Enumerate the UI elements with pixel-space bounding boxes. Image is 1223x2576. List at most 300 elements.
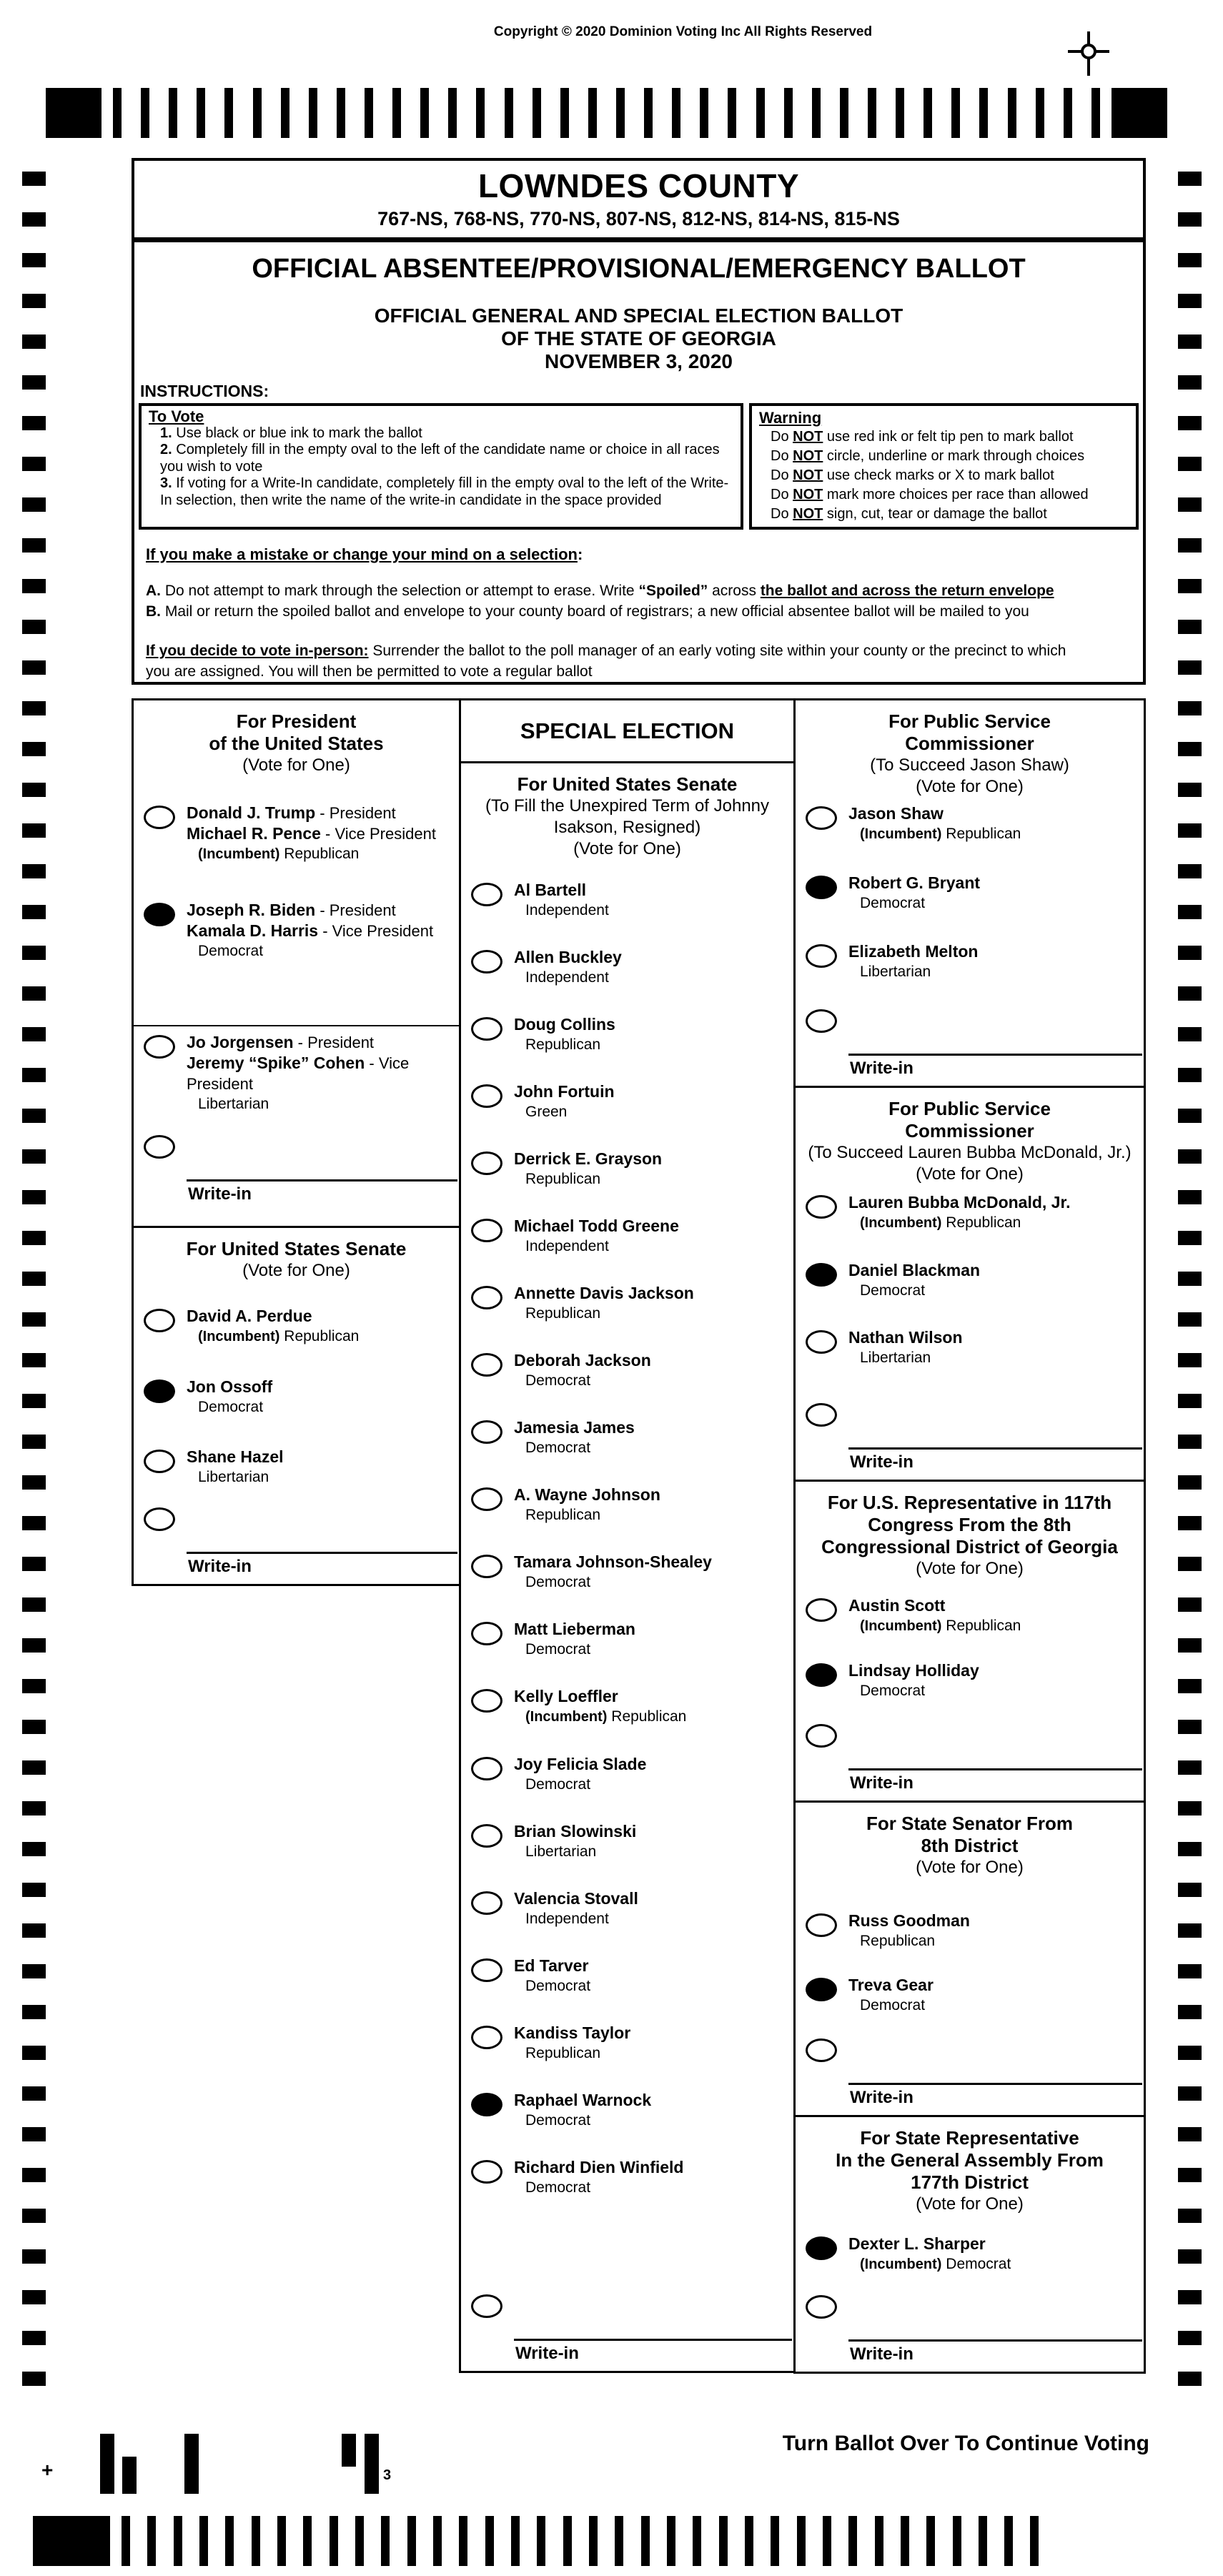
candidate-row bbox=[461, 2090, 793, 2130]
candidate-text bbox=[848, 1911, 970, 1951]
incumbent-label: (Incumbent) bbox=[860, 1215, 942, 1231]
race-header bbox=[796, 700, 1144, 798]
party-text: Libertarian bbox=[860, 963, 931, 980]
running-mate-name bbox=[187, 1053, 459, 1094]
candidate-party bbox=[514, 1304, 694, 1323]
candidate-oval[interactable] bbox=[144, 806, 175, 829]
write-in-row bbox=[134, 1505, 459, 1584]
candidate-name-text: Matt Lieberman bbox=[514, 1620, 635, 1638]
race-title-line: Congress From the 8th bbox=[868, 1514, 1071, 1535]
text-segment: : bbox=[577, 545, 583, 563]
side-timing-strip-left bbox=[22, 172, 46, 2412]
candidate-text bbox=[514, 2157, 683, 2197]
candidate-oval[interactable] bbox=[806, 806, 837, 830]
candidate-party bbox=[514, 968, 622, 987]
candidate-name-text: Joy Felicia Slade bbox=[514, 1755, 647, 1773]
party-text: Republican bbox=[860, 1933, 936, 1949]
timing-bar bbox=[224, 88, 233, 138]
to-vote-list bbox=[149, 425, 733, 510]
timing-bar bbox=[169, 88, 177, 138]
candidate-row bbox=[461, 2157, 793, 2197]
candidate-text bbox=[514, 1081, 615, 1121]
candidate-row bbox=[134, 803, 459, 864]
candidate-text bbox=[187, 900, 433, 961]
timing-bar bbox=[667, 2516, 675, 2566]
item-text: If voting for a Write-In candidate, completely fill in the empty oval to the left of the Write-In selection, then write the name of the write-in candidate in the space provided bbox=[160, 475, 729, 508]
election-title-line: NOVEMBER 3, 2020 bbox=[545, 350, 733, 372]
candidate-party bbox=[514, 1237, 679, 1256]
timing-bar bbox=[448, 88, 457, 138]
ballot-header-box bbox=[132, 158, 1146, 685]
candidate-oval[interactable] bbox=[471, 1891, 502, 1915]
candidate-name-text: Al Bartell bbox=[514, 881, 586, 899]
candidate-party bbox=[187, 844, 436, 864]
timing-bar bbox=[719, 2516, 728, 2566]
timing-bar bbox=[420, 88, 429, 138]
candidate-party bbox=[187, 1467, 284, 1487]
timing-bar bbox=[588, 88, 597, 138]
candidate-text bbox=[848, 1660, 979, 1700]
county-name: LOWNDES COUNTY bbox=[477, 167, 800, 204]
text-segment: Do bbox=[771, 487, 793, 502]
timing-bar bbox=[896, 88, 904, 138]
timing-bar bbox=[979, 2516, 987, 2566]
candidate-oval[interactable] bbox=[471, 1017, 502, 1041]
text-segment: NOT bbox=[793, 467, 823, 483]
timing-bar bbox=[1030, 2516, 1039, 2566]
race-title-line: Commissioner bbox=[905, 1120, 1034, 1141]
candidate-oval[interactable] bbox=[471, 1353, 502, 1377]
candidate-name bbox=[514, 1888, 638, 1909]
candidate-oval[interactable] bbox=[806, 1913, 837, 1937]
race-header bbox=[134, 700, 459, 776]
race-subtitle-line: (Vote for One) bbox=[916, 1164, 1024, 1184]
candidate-name-text: Robert G. Bryant bbox=[848, 873, 981, 892]
write-in-line[interactable] bbox=[848, 1447, 1142, 1474]
party-text: Green bbox=[525, 1104, 568, 1120]
party-text: Democrat bbox=[525, 2179, 591, 2196]
side-timing-strip-right bbox=[1178, 172, 1202, 2412]
party-text: Democrat bbox=[860, 1997, 926, 2013]
candidate-party bbox=[187, 1327, 359, 1347]
write-in-line[interactable] bbox=[848, 2339, 1142, 2366]
candidate-party bbox=[514, 1035, 615, 1054]
candidate-party bbox=[514, 2044, 630, 2063]
write-in-oval[interactable] bbox=[806, 1724, 837, 1748]
write-in-row bbox=[796, 1006, 1144, 1086]
candidate-row bbox=[461, 1283, 793, 1323]
item-number: 1. bbox=[160, 425, 172, 441]
candidate-text bbox=[848, 1260, 980, 1300]
timing-bar bbox=[147, 2516, 156, 2566]
timing-bar bbox=[756, 88, 765, 138]
candidate-name bbox=[514, 947, 622, 968]
party-text: Republican bbox=[941, 1618, 1021, 1634]
timing-bar bbox=[875, 2516, 883, 2566]
to-vote-heading: To Vote bbox=[149, 407, 204, 425]
candidate-party bbox=[187, 1397, 272, 1417]
candidate-party bbox=[514, 1707, 686, 1727]
sheet-digit: 3 bbox=[383, 2467, 392, 2483]
candidate-name-text: Jo Jorgensen bbox=[187, 1033, 294, 1051]
timing-bar bbox=[693, 2516, 701, 2566]
item-number: 3. bbox=[160, 475, 172, 491]
candidate-row bbox=[461, 1821, 793, 1861]
mistake-paragraph bbox=[146, 601, 1133, 622]
timing-bars-top bbox=[101, 88, 1111, 138]
write-in-row bbox=[796, 2036, 1144, 2115]
race-title-line: For President bbox=[236, 710, 357, 732]
timing-bar bbox=[979, 88, 988, 138]
candidate-row bbox=[796, 1911, 1144, 1951]
write-in-oval[interactable] bbox=[806, 2038, 837, 2062]
candidate-name bbox=[514, 880, 609, 901]
candidate-name bbox=[848, 2234, 1011, 2254]
candidate-oval[interactable] bbox=[144, 1450, 175, 1473]
write-in-line[interactable] bbox=[848, 1768, 1142, 1795]
candidate-text bbox=[187, 1032, 459, 1114]
candidate-oval[interactable] bbox=[144, 1035, 175, 1059]
text-segment: A. bbox=[146, 583, 161, 599]
to-vote-box bbox=[139, 403, 743, 530]
candidate-row bbox=[461, 947, 793, 987]
timing-bar bbox=[533, 88, 541, 138]
candidate-party bbox=[187, 941, 433, 961]
write-in-line[interactable] bbox=[187, 1552, 457, 1578]
candidate-row bbox=[796, 1595, 1144, 1636]
text-segment: Do bbox=[771, 448, 793, 464]
party-text: Republican bbox=[279, 846, 360, 862]
candidate-name bbox=[187, 1447, 284, 1467]
candidate-text bbox=[514, 1485, 660, 1525]
instructions-label: INSTRUCTIONS: bbox=[140, 382, 269, 400]
candidate-name-text: Kandiss Taylor bbox=[514, 2023, 631, 2042]
write-in-oval[interactable] bbox=[471, 2294, 502, 2318]
candidate-oval[interactable] bbox=[471, 1420, 502, 1444]
write-in-oval[interactable] bbox=[144, 1507, 175, 1531]
candidate-oval[interactable] bbox=[471, 883, 502, 906]
incumbent-label: (Incumbent) bbox=[860, 2257, 942, 2272]
candidate-name-text: Ed Tarver bbox=[514, 1956, 589, 1975]
candidate-name bbox=[514, 1283, 694, 1304]
write-in-oval[interactable] bbox=[806, 1009, 837, 1033]
column-2 bbox=[459, 698, 796, 2373]
candidate-name bbox=[514, 1686, 686, 1707]
candidate-oval[interactable] bbox=[471, 1622, 502, 1645]
candidate-oval[interactable] bbox=[471, 950, 502, 974]
running-mate-name bbox=[187, 823, 436, 844]
race-title-line: For State Senator From bbox=[866, 1813, 1073, 1834]
candidate-name bbox=[848, 941, 978, 962]
plus-mark: + bbox=[41, 2459, 54, 2481]
turn-over-text: Turn Ballot Over To Continue Voting bbox=[782, 2432, 1149, 2455]
item-number: 2. bbox=[160, 442, 172, 457]
race-title-line: 8th District bbox=[921, 1835, 1019, 1856]
race-header bbox=[796, 1088, 1144, 1185]
party-text: Democrat bbox=[525, 1641, 591, 1658]
party-text: Libertarian bbox=[860, 1349, 931, 1366]
candidate-name-text: Annette Davis Jackson bbox=[514, 1284, 694, 1302]
party-text: Democrat bbox=[198, 1399, 264, 1415]
candidate-oval[interactable] bbox=[471, 1286, 502, 1309]
candidate-oval[interactable] bbox=[144, 1379, 175, 1403]
candidate-name bbox=[514, 2157, 683, 2178]
candidate-oval[interactable] bbox=[471, 1151, 502, 1175]
party-text: Democrat bbox=[525, 2112, 591, 2129]
candidate-oval[interactable] bbox=[806, 2236, 837, 2260]
candidate-name-text: Valencia Stovall bbox=[514, 1889, 638, 1908]
candidate-party bbox=[514, 1169, 662, 1189]
write-in-row bbox=[134, 1132, 459, 1212]
text-segment: sign, cut, tear or damage the ballot bbox=[823, 506, 1047, 522]
candidate-text bbox=[848, 1595, 1021, 1636]
timing-end-block bbox=[1111, 88, 1167, 138]
race-psc-mcdonald bbox=[793, 1086, 1146, 1482]
party-text: Democrat bbox=[525, 1440, 591, 1456]
race-header bbox=[796, 1482, 1144, 1580]
candidate-text bbox=[848, 803, 1021, 844]
candidate-text bbox=[187, 1447, 284, 1487]
candidate-text bbox=[514, 1686, 686, 1727]
write-in-oval[interactable] bbox=[144, 1135, 175, 1159]
text-segment: Do not attempt to mark through the selection or attempt to erase. Write bbox=[161, 583, 639, 599]
party-text: Republican bbox=[525, 1507, 601, 1523]
race-subtitle-line: (Vote for One) bbox=[916, 2194, 1024, 2214]
text-segment: B. bbox=[146, 603, 161, 620]
candidate-name-text: Elizabeth Melton bbox=[848, 942, 979, 961]
timing-bar bbox=[485, 2516, 494, 2566]
candidate-oval[interactable] bbox=[471, 2160, 502, 2184]
candidate-party bbox=[514, 1505, 660, 1525]
race-us-rep-8 bbox=[793, 1480, 1146, 1803]
timing-bar bbox=[174, 2516, 182, 2566]
race-title-line: In the General Assembly From bbox=[836, 2149, 1104, 2171]
write-in-oval[interactable] bbox=[806, 1403, 837, 1427]
election-title bbox=[134, 304, 1143, 373]
candidate-row bbox=[461, 1686, 793, 1727]
candidate-oval[interactable] bbox=[806, 1263, 837, 1287]
party-text: Democrat bbox=[525, 1574, 591, 1590]
write-in-line[interactable] bbox=[848, 1054, 1142, 1080]
candidate-party bbox=[848, 824, 1021, 844]
candidate-party bbox=[848, 1348, 963, 1367]
race-us-senate bbox=[132, 1226, 461, 1586]
candidate-text bbox=[514, 1149, 662, 1189]
running-mate-office-suffix: - Vice President bbox=[187, 1054, 410, 1093]
race-header bbox=[461, 763, 793, 860]
candidate-name bbox=[187, 1377, 272, 1397]
candidate-text bbox=[514, 1619, 635, 1659]
party-text: Republican bbox=[279, 1328, 360, 1344]
candidate-oval[interactable] bbox=[806, 1978, 837, 2001]
timing-bar bbox=[700, 88, 708, 138]
text-segment: the ballot and across the return envelope bbox=[760, 583, 1054, 599]
candidate-text bbox=[514, 2023, 630, 2063]
timing-bar bbox=[252, 2516, 260, 2566]
candidate-oval[interactable] bbox=[144, 903, 175, 926]
race-special-us-senate bbox=[459, 761, 796, 2373]
timing-bar bbox=[615, 2516, 623, 2566]
candidate-oval[interactable] bbox=[471, 2026, 502, 2049]
race-subtitle-line: (Vote for One) bbox=[916, 1858, 1024, 1877]
candidate-name-text: David A. Perdue bbox=[187, 1307, 312, 1325]
candidate-party bbox=[514, 2111, 651, 2130]
candidate-oval[interactable] bbox=[806, 1330, 837, 1354]
incumbent-label: (Incumbent) bbox=[860, 826, 942, 842]
race-title-line: Commissioner bbox=[905, 733, 1034, 754]
candidate-name-text: Shane Hazel bbox=[187, 1447, 284, 1466]
write-in-oval[interactable] bbox=[806, 2295, 837, 2319]
timing-bar bbox=[337, 88, 345, 138]
ballot-title: OFFICIAL ABSENTEE/PROVISIONAL/EMERGENCY BALLOT bbox=[252, 254, 1026, 284]
candidate-party bbox=[848, 1681, 979, 1700]
timing-bar bbox=[901, 2516, 909, 2566]
candidate-name bbox=[514, 1350, 651, 1371]
candidate-text bbox=[514, 1956, 590, 1996]
write-in-line[interactable] bbox=[187, 1179, 457, 1206]
candidate-row bbox=[796, 1660, 1144, 1700]
timing-bar bbox=[392, 88, 401, 138]
candidate-name-text: A. Wayne Johnson bbox=[514, 1485, 660, 1504]
candidate-row bbox=[796, 941, 1144, 981]
candidate-oval[interactable] bbox=[471, 1958, 502, 1982]
timing-bar bbox=[589, 2516, 598, 2566]
candidate-name-text: John Fortuin bbox=[514, 1082, 615, 1101]
warning-list bbox=[759, 427, 1129, 524]
timing-bar bbox=[812, 88, 821, 138]
candidate-oval[interactable] bbox=[471, 1487, 502, 1511]
timing-bar bbox=[197, 88, 205, 138]
timing-band-top bbox=[46, 88, 1167, 138]
race-subtitle-line: (Vote for One) bbox=[916, 777, 1024, 796]
candidate-name-text: Doug Collins bbox=[514, 1015, 615, 1034]
party-text: Republican bbox=[607, 1708, 687, 1725]
text-segment: NOT bbox=[793, 506, 823, 522]
timing-bar bbox=[459, 2516, 467, 2566]
candidate-text bbox=[514, 1821, 636, 1861]
party-text: Democrat bbox=[525, 1978, 591, 1994]
timing-bar bbox=[537, 2516, 545, 2566]
candidate-oval[interactable] bbox=[806, 876, 837, 899]
timing-bar bbox=[122, 2516, 130, 2566]
candidate-office-suffix: - President bbox=[315, 901, 396, 919]
candidate-row bbox=[134, 1377, 459, 1417]
race-title-line: 177th District bbox=[911, 2171, 1029, 2193]
candidate-text bbox=[514, 947, 622, 987]
timing-bar bbox=[840, 88, 848, 138]
candidate-row bbox=[134, 1447, 459, 1487]
candidate-text bbox=[848, 941, 978, 981]
write-in-line[interactable] bbox=[514, 2339, 792, 2365]
text-segment: circle, underline or mark through choices bbox=[823, 448, 1085, 464]
candidate-oval[interactable] bbox=[471, 1824, 502, 1848]
candidate-oval[interactable] bbox=[806, 1663, 837, 1687]
timing-bar bbox=[407, 2516, 416, 2566]
party-text: Democrat bbox=[860, 1282, 926, 1299]
candidate-text bbox=[514, 1754, 646, 1794]
candidate-name bbox=[514, 1619, 635, 1640]
candidate-party bbox=[514, 1438, 635, 1457]
party-text: Independent bbox=[525, 1238, 609, 1254]
candidate-name bbox=[848, 1260, 980, 1281]
write-in-line[interactable] bbox=[848, 2083, 1142, 2109]
timing-bar bbox=[113, 88, 122, 138]
candidate-name bbox=[514, 1081, 615, 1102]
candidate-text bbox=[187, 1306, 359, 1347]
candidate-name-text: Dexter L. Sharper bbox=[848, 2234, 986, 2253]
candidate-oval[interactable] bbox=[806, 1195, 837, 1219]
column-3 bbox=[793, 698, 1146, 2374]
candidate-row bbox=[134, 1032, 459, 1114]
write-in-label: Write-in bbox=[850, 1452, 913, 1472]
timing-bar bbox=[381, 2516, 390, 2566]
candidate-office-suffix: - President bbox=[293, 1034, 375, 1051]
candidate-oval[interactable] bbox=[471, 1689, 502, 1713]
warning-item bbox=[759, 447, 1129, 466]
write-in-label: Write-in bbox=[850, 2344, 913, 2364]
candidate-oval[interactable] bbox=[471, 1757, 502, 1780]
race-header bbox=[796, 1803, 1144, 1878]
candidate-oval[interactable] bbox=[471, 2093, 502, 2116]
timing-bar bbox=[784, 88, 793, 138]
timing-bar bbox=[476, 88, 485, 138]
timing-bar bbox=[953, 2516, 961, 2566]
candidate-name bbox=[848, 1975, 934, 1996]
candidate-name-text: Jamesia James bbox=[514, 1418, 635, 1437]
candidate-oval[interactable] bbox=[144, 1309, 175, 1332]
candidate-oval[interactable] bbox=[471, 1219, 502, 1242]
ballot-code-mark bbox=[184, 2434, 199, 2494]
write-in-row bbox=[796, 1400, 1144, 1480]
candidate-row bbox=[461, 1956, 793, 1996]
race-state-sen-8 bbox=[793, 1800, 1146, 2117]
write-in-label: Write-in bbox=[515, 2344, 579, 2363]
party-text: Republican bbox=[525, 1171, 601, 1187]
text-segment: NOT bbox=[793, 487, 823, 502]
mistake-paragraphs bbox=[146, 580, 1133, 622]
timing-bar bbox=[1004, 2516, 1013, 2566]
candidate-oval[interactable] bbox=[806, 944, 837, 968]
candidate-party bbox=[514, 2178, 683, 2197]
text-segment: mark more choices per race than allowed bbox=[823, 487, 1089, 502]
candidate-party bbox=[848, 1616, 1021, 1636]
banner-text: SPECIAL ELECTION bbox=[520, 718, 735, 743]
candidate-party bbox=[848, 2254, 1011, 2274]
warning-heading: Warning bbox=[759, 409, 822, 427]
candidate-text bbox=[514, 1014, 615, 1054]
candidate-row bbox=[796, 873, 1144, 913]
copyright-line: Copyright © 2020 Dominion Voting Inc All Rights Reserved bbox=[493, 24, 873, 39]
timing-bar bbox=[1036, 88, 1044, 138]
candidate-oval[interactable] bbox=[806, 1598, 837, 1622]
candidate-text bbox=[514, 1216, 679, 1256]
candidate-name-text: Kelly Loeffler bbox=[514, 1687, 618, 1705]
candidate-oval[interactable] bbox=[471, 1555, 502, 1578]
candidate-name-text: Treva Gear bbox=[848, 1976, 934, 1994]
party-text: Democrat bbox=[198, 943, 264, 959]
candidate-name bbox=[187, 1306, 359, 1327]
candidate-oval[interactable] bbox=[471, 1084, 502, 1108]
instructions-row bbox=[134, 403, 1143, 530]
election-title-line: OFFICIAL GENERAL AND SPECIAL ELECTION BALLOT bbox=[374, 304, 903, 327]
race-subtitle-line: (To Succeed Lauren Bubba McDonald, Jr.) bbox=[808, 1143, 1132, 1162]
race-title-line: of the United States bbox=[209, 733, 384, 754]
item-text: Use black or blue ink to mark the ballot bbox=[172, 425, 422, 441]
party-text: Libertarian bbox=[198, 1096, 269, 1112]
candidate-party bbox=[848, 962, 978, 981]
to-vote-item bbox=[149, 442, 733, 475]
candidate-text bbox=[514, 880, 609, 920]
